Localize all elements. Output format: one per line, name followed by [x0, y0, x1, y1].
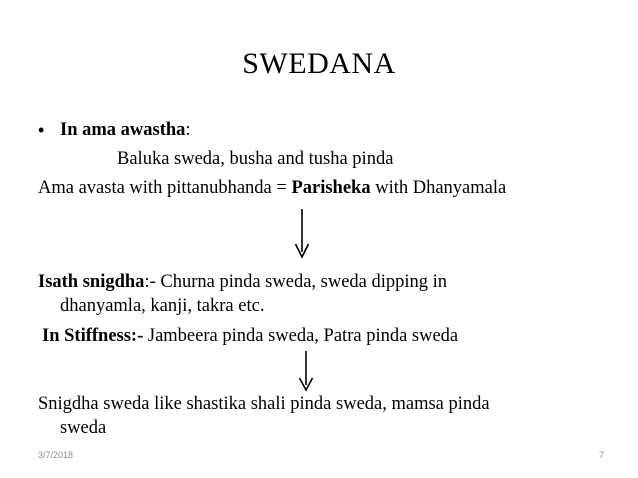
ama-avasta-line: [38, 176, 506, 200]
ama-avasta-pre: Ama avasta with pittanubhanda =: [38, 178, 292, 198]
isath-snigdha-line: [38, 270, 447, 294]
ama-awastha-heading: [60, 118, 191, 142]
sweda-line: sweda: [60, 418, 107, 438]
down-arrow-icon-2: [296, 350, 316, 392]
isath-snigdha-label: Isath snigdha: [38, 272, 145, 292]
stiffness-line: [42, 324, 458, 348]
baluka-line: Baluka sweda, busha and tusha pinda: [117, 149, 394, 169]
stiffness-text: Jambeera pinda sweda, Patra pinda sweda: [143, 326, 459, 346]
bullet-dot: •: [38, 120, 45, 140]
slide-title: SWEDANA: [242, 47, 396, 80]
ama-awastha-label: In ama awastha: [60, 120, 186, 140]
dhanyamla-line: dhanyamla, kanji, takra etc.: [60, 296, 265, 316]
parisheka-term: Parisheka: [291, 178, 371, 198]
isath-snigdha-text: :- Churna pinda sweda, sweda dipping in: [144, 272, 448, 292]
slide-number: 7: [598, 450, 604, 460]
snigdha-sweda-line: Snigdha sweda like shastika shali pinda sweda, mamsa pinda: [38, 394, 490, 414]
down-arrow-icon: [292, 208, 312, 260]
stiffness-label: In Stiffness:-: [42, 326, 144, 346]
ama-awastha-colon: :: [185, 120, 191, 140]
slide-date: 3/7/2018: [38, 450, 74, 460]
ama-avasta-post: with Dhanyamala: [370, 178, 507, 198]
